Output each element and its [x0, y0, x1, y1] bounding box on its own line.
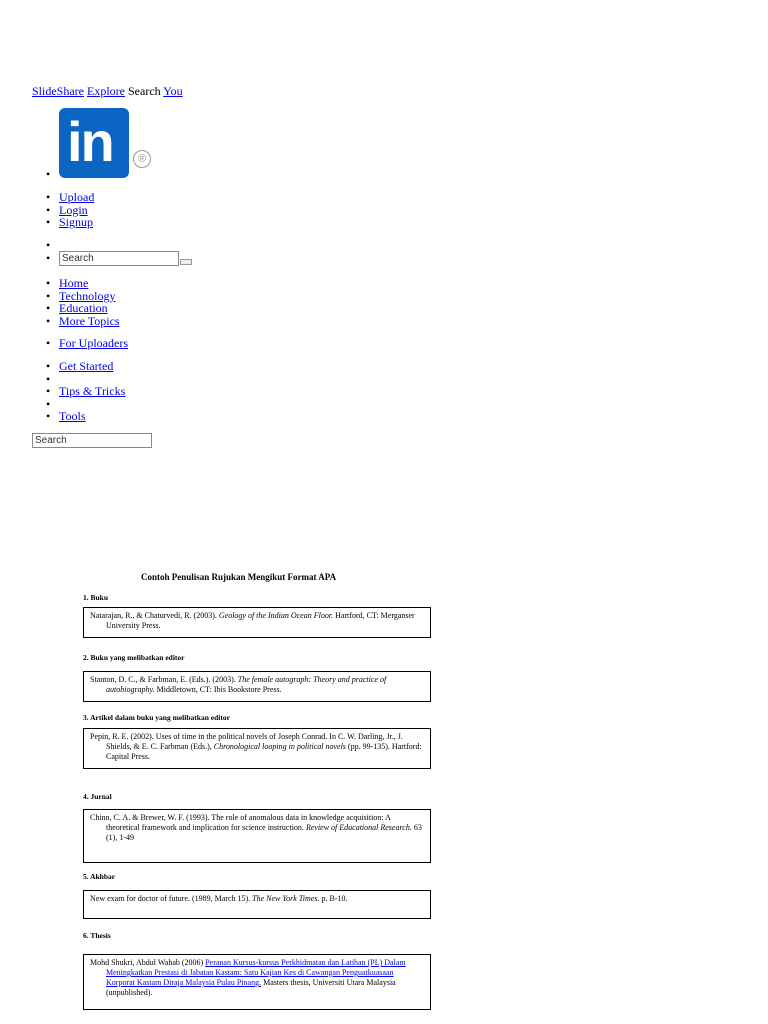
uploaders-item: [32, 337, 128, 350]
explore-link[interactable]: Explore: [87, 84, 125, 98]
search-list: [32, 239, 59, 264]
section-heading: 5. Akhbar: [83, 872, 116, 881]
reference-box: [83, 954, 431, 1010]
search-label: Search: [128, 84, 161, 98]
guide-item-get-started: [32, 360, 125, 373]
uploaders-menu: [32, 337, 128, 350]
upload-link[interactable]: Upload: [59, 190, 95, 204]
guide-item-tips: [32, 385, 125, 398]
reference-box: [83, 607, 431, 638]
for-uploaders-link[interactable]: For Uploaders: [59, 336, 128, 350]
search-input-secondary[interactable]: Search: [32, 433, 152, 448]
logo-list: [32, 168, 59, 181]
top-nav: [32, 84, 183, 99]
education-link[interactable]: Education: [59, 301, 108, 315]
reference-box: [83, 728, 431, 769]
registered-mark-icon: ®: [133, 150, 151, 168]
account-item-signup: [32, 216, 94, 229]
more-topics-link[interactable]: More Topics: [59, 313, 120, 328]
reference-text: Mohd Shukri, Abdul Wahab (2006) Peranan Kursus-kursus Perkhidmatan dan Latihan (PL) Dalam Meningkatkan Prestasi di Jabatan Kastam: Satu Kajian Kes di Cawangan Penguatkuasaan Korporat Kastam Diraja Malaysia Pulau Pinang. Masters thesis, Universiti Utara Malaysia (unpublished).: [90, 958, 406, 997]
reference-box: [83, 671, 431, 702]
reference-text: Stanton, D. C., & Farbman, E. (Eds.). (2003). The female autograph: Theory and practice of autobiography. Middletown, CT: Ibis Bookstore Press.: [90, 675, 387, 694]
linkedin-logo-text: in: [67, 110, 113, 173]
section-heading: 6. Thesis: [83, 931, 111, 940]
tips-tricks-link[interactable]: Tips & Tricks: [59, 384, 126, 398]
reference-box: [83, 890, 431, 919]
thesis-link[interactable]: Peranan Kursus-kursus Perkhidmatan dan Latihan (PL) Dalam Meningkatkan Prestasi di Jabatan Kastam: Satu Kajian Kes di Cawangan Penguatkuasaan Korporat Kastam Diraja Malaysia Pulau Pinang.: [106, 958, 406, 987]
login-link[interactable]: Login: [59, 202, 88, 217]
reference-text: Pepin, R. E. (2002). Uses of time in the political novels of Joseph Conrad. In C. W. Darling, Jr., J. Shields, & E. C. Farbman (Eds.), Chronological looping in political novels (pp. 99-135). Hartford: Capital Press.: [90, 732, 422, 761]
section-heading: 1. Buku: [83, 593, 109, 602]
reference-box: [83, 809, 431, 863]
get-started-link[interactable]: Get Started: [59, 359, 114, 373]
guide-menu: [32, 360, 125, 423]
tools-link[interactable]: Tools: [59, 409, 86, 423]
guide-item-tools: [32, 410, 125, 423]
reference-text: Natarajan, R., & Chaturvedi, R. (2003). Geology of the Indian Ocean Floor. Hartford, CT: Merganser University Press.: [90, 611, 415, 630]
slideshare-link[interactable]: SlideShare: [32, 84, 84, 98]
technology-link[interactable]: Technology: [59, 288, 116, 303]
account-menu: [32, 191, 94, 229]
search-input[interactable]: Search: [59, 251, 179, 266]
section-heading: 4. Jurnal: [83, 792, 112, 801]
category-menu: [32, 277, 120, 327]
search-list-item: [32, 252, 59, 265]
section-heading: 3. Artikel dalam buku yang melibatkan editor: [83, 713, 230, 722]
signup-link[interactable]: Signup: [59, 215, 94, 229]
home-link[interactable]: Home: [59, 276, 89, 290]
section-heading: 2. Buku yang melibatkan editor: [83, 653, 185, 662]
category-item-more-topics: [32, 315, 120, 328]
linkedin-logo[interactable]: [59, 108, 129, 178]
reference-text: New exam for doctor of future. (1989, March 15). The New York Times. p. B-10.: [90, 894, 348, 903]
you-link[interactable]: You: [163, 84, 183, 98]
logo-list-item: [32, 168, 59, 181]
reference-text: Chinn, C. A. & Brewer, W. F. (1993). The role of anomalous data in knowledge acquisition: A theoretical framework and implication for science instruction. Review of Educational Research. 63 (1), 1-49: [90, 813, 422, 842]
search-button[interactable]: [180, 259, 192, 265]
search-list-empty: [32, 239, 59, 252]
document-title: Contoh Penulisan Rujukan Mengikut Format APA: [141, 572, 337, 582]
